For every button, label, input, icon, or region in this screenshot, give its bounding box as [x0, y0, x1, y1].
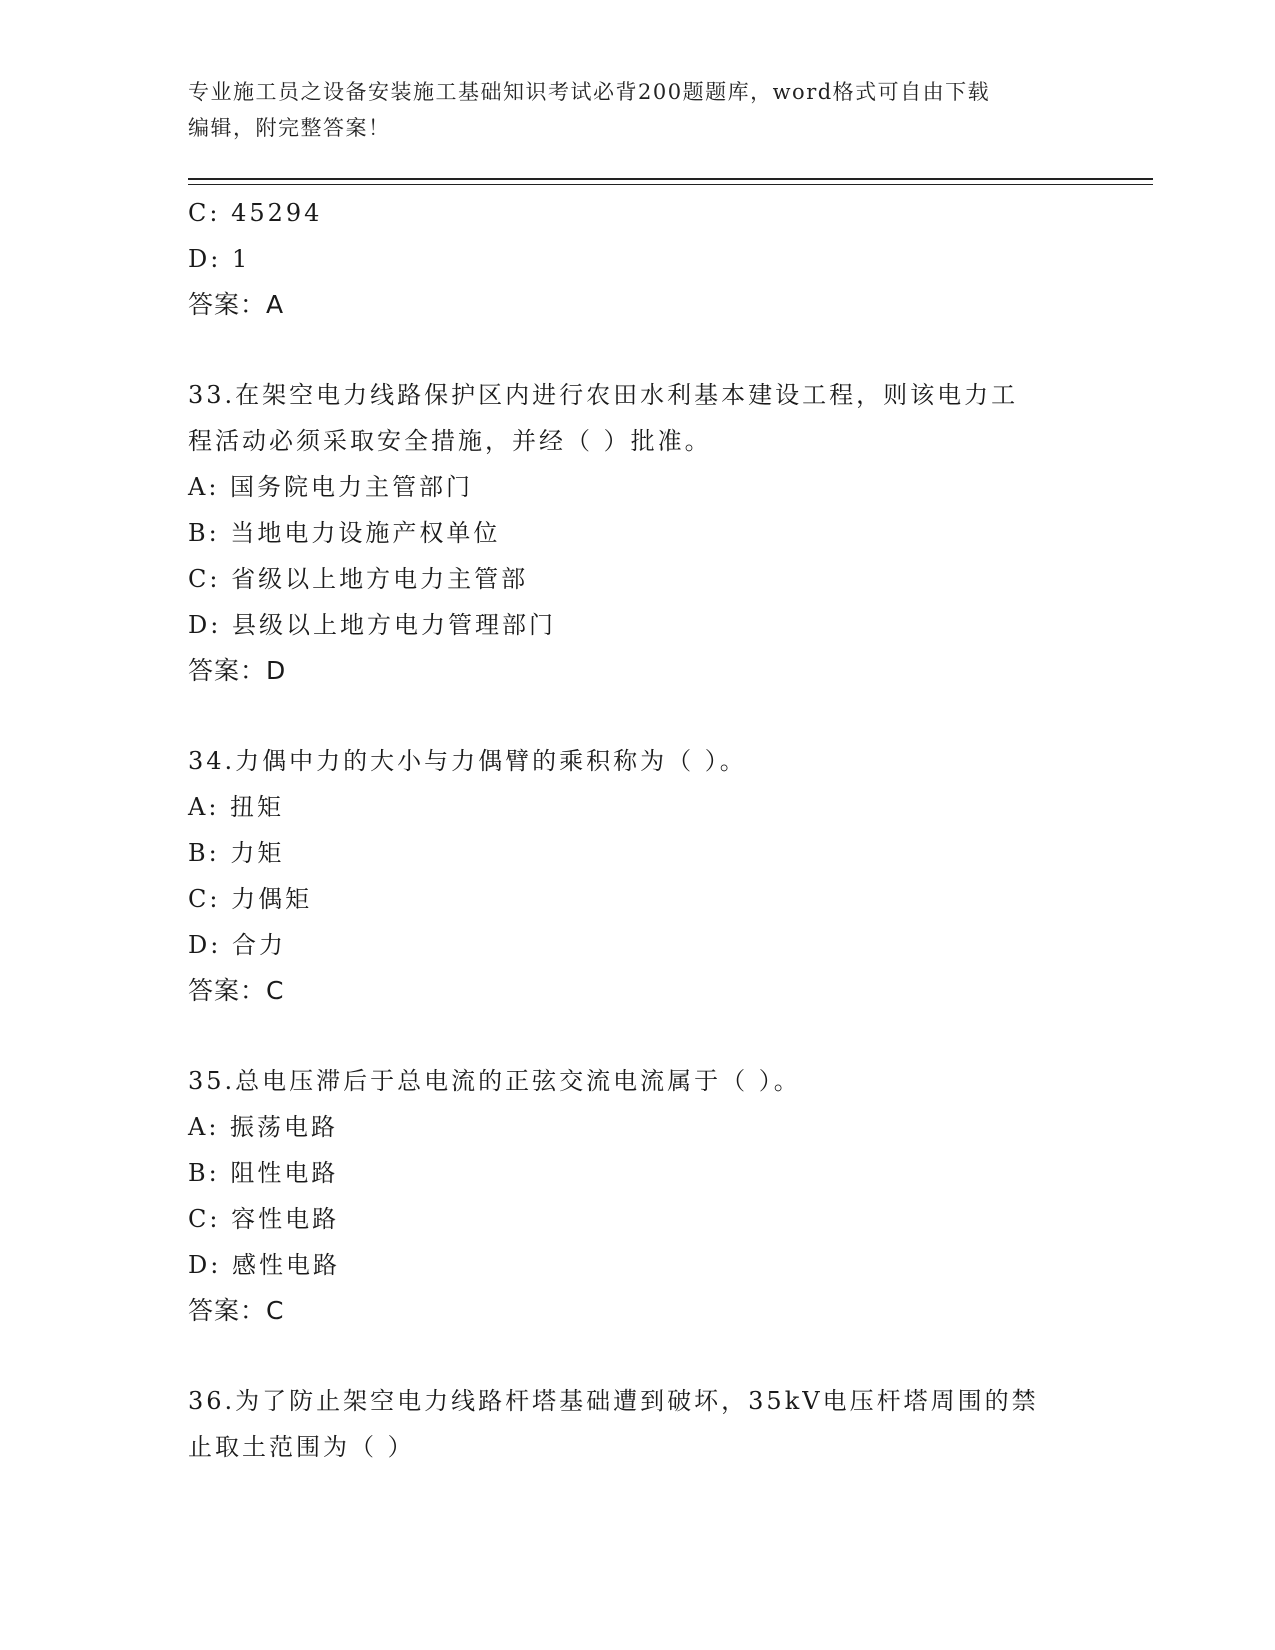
header-line-2: 编辑，附完整答案！ [188, 116, 391, 140]
option-a: A: 国务院电力主管部门 [188, 473, 474, 501]
question-32-remainder [188, 190, 1088, 328]
document-body [188, 190, 1088, 1470]
header-divider-thick [188, 178, 1153, 180]
spacer [188, 1334, 1088, 1378]
answer-line: 答案：A [188, 290, 285, 319]
option-c: C: 容性电路 [188, 1205, 340, 1233]
answer-line: 答案：D [188, 656, 287, 685]
header-divider-thin [188, 184, 1153, 185]
question-stem: 35.总电压滞后于总电流的正弦交流电流属于（ ）。 [188, 1067, 801, 1095]
option-c: C: 力偶矩 [188, 885, 313, 913]
option-d: D: 县级以上地方电力管理部门 [188, 611, 556, 639]
option-d: D: 1 [188, 245, 251, 273]
option-c: C: 省级以上地方电力主管部 [188, 565, 529, 593]
spacer [188, 694, 1088, 738]
question-34 [188, 738, 1088, 1014]
option-c: C: 45294 [188, 199, 323, 227]
option-b: B: 阻性电路 [188, 1159, 339, 1187]
option-d: D: 感性电路 [188, 1251, 340, 1279]
question-stem: 程活动必须采取安全措施，并经（ ）批准。 [188, 427, 712, 455]
spacer [188, 1014, 1088, 1058]
answer-line: 答案：C [188, 976, 285, 1005]
document-header [188, 74, 1088, 146]
question-stem: 36.为了防止架空电力线路杆塔基础遭到破坏，35kV电压杆塔周围的禁 [188, 1387, 1039, 1415]
question-stem: 止取土范围为（ ） [188, 1433, 415, 1461]
question-stem: 33.在架空电力线路保护区内进行农田水利基本建设工程，则该电力工 [188, 381, 1019, 409]
question-stem: 34.力偶中力的大小与力偶臂的乘积称为（ ）。 [188, 747, 747, 775]
answer-line: 答案：C [188, 1296, 285, 1325]
question-33 [188, 372, 1088, 694]
option-b: B: 当地电力设施产权单位 [188, 519, 501, 547]
option-d: D: 合力 [188, 931, 286, 959]
question-36 [188, 1378, 1088, 1470]
question-35 [188, 1058, 1088, 1334]
option-a: A: 振荡电路 [188, 1113, 339, 1141]
option-a: A: 扭矩 [188, 793, 285, 821]
option-b: B: 力矩 [188, 839, 285, 867]
spacer [188, 328, 1088, 372]
header-line-1: 专业施工员之设备安装施工基础知识考试必背200题题库，word格式可自由下载 [188, 80, 991, 104]
